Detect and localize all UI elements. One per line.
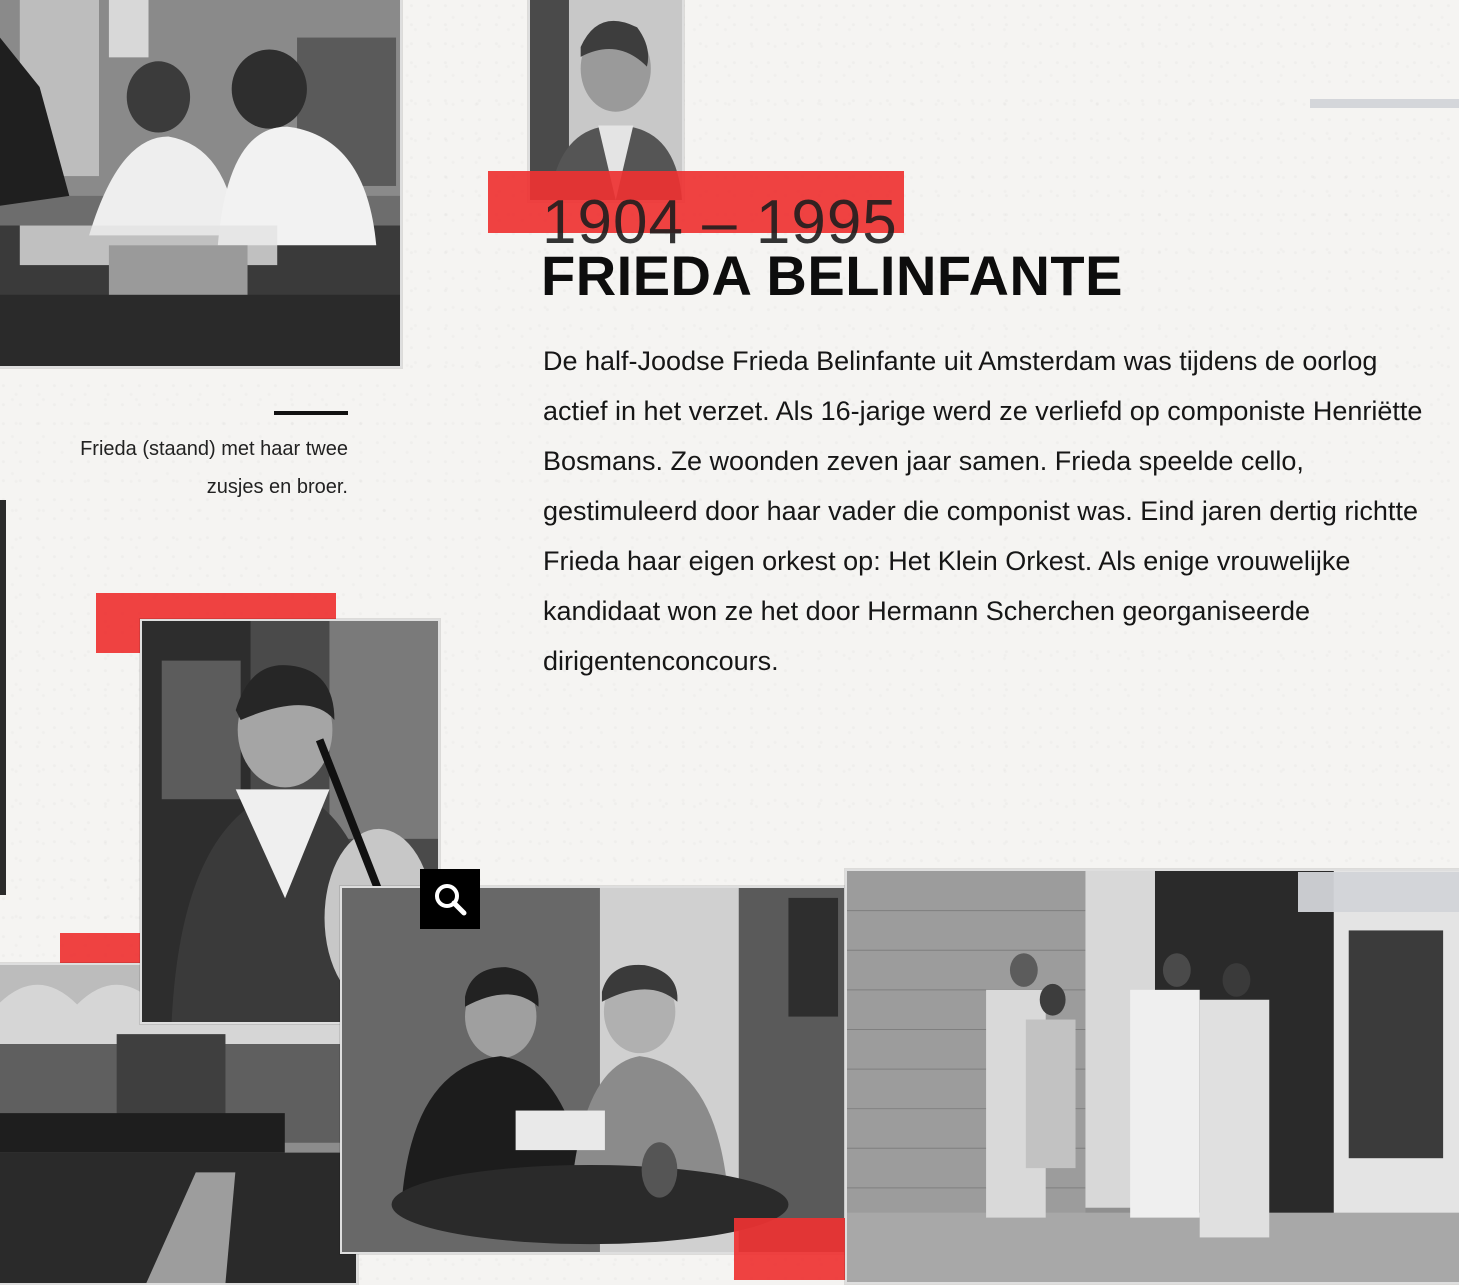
- search-icon: [433, 882, 467, 916]
- grey-accent-top-right: [1310, 99, 1459, 108]
- photo-group-image: [847, 871, 1459, 1282]
- photo-siblings-image: [0, 0, 400, 366]
- photo-reading[interactable]: [340, 886, 846, 1254]
- life-years: 1904 – 1995: [542, 188, 898, 257]
- zoom-button[interactable]: [420, 869, 480, 929]
- photo-group[interactable]: [845, 869, 1459, 1284]
- photo-caption: Frieda (staand) met haar twee zusjes en broer.: [80, 438, 348, 498]
- photo-edge-left: [0, 500, 6, 895]
- grey-accent-group: [1298, 872, 1459, 912]
- red-accent-bottom: [734, 1218, 846, 1280]
- caption-divider: [274, 411, 348, 415]
- photo-portrait-top-image: [530, 0, 682, 200]
- photo-reading-image: [342, 888, 844, 1252]
- photo-siblings[interactable]: [0, 0, 402, 368]
- biography-text: De half-Joodse Frieda Belinfante uit Amsterdam was tijdens de oorlog actief in het verzet. Als 16-jarige werd ze verliefd op componiste Henriëtte Bosmans. Ze woonden zeven jaar samen. Frieda speelde cello, gestimuleerd door haar vader die componist was. Eind jaren dertig richtte Frieda haar eigen orkest op: Het Klein Orkest. Als enige vrouwelijke kandidaat won ze het door Hermann Scherchen georganiseerde dirigentenconcours.: [543, 346, 1423, 676]
- page-title: FRIEDA BELINFANTE: [541, 244, 1123, 307]
